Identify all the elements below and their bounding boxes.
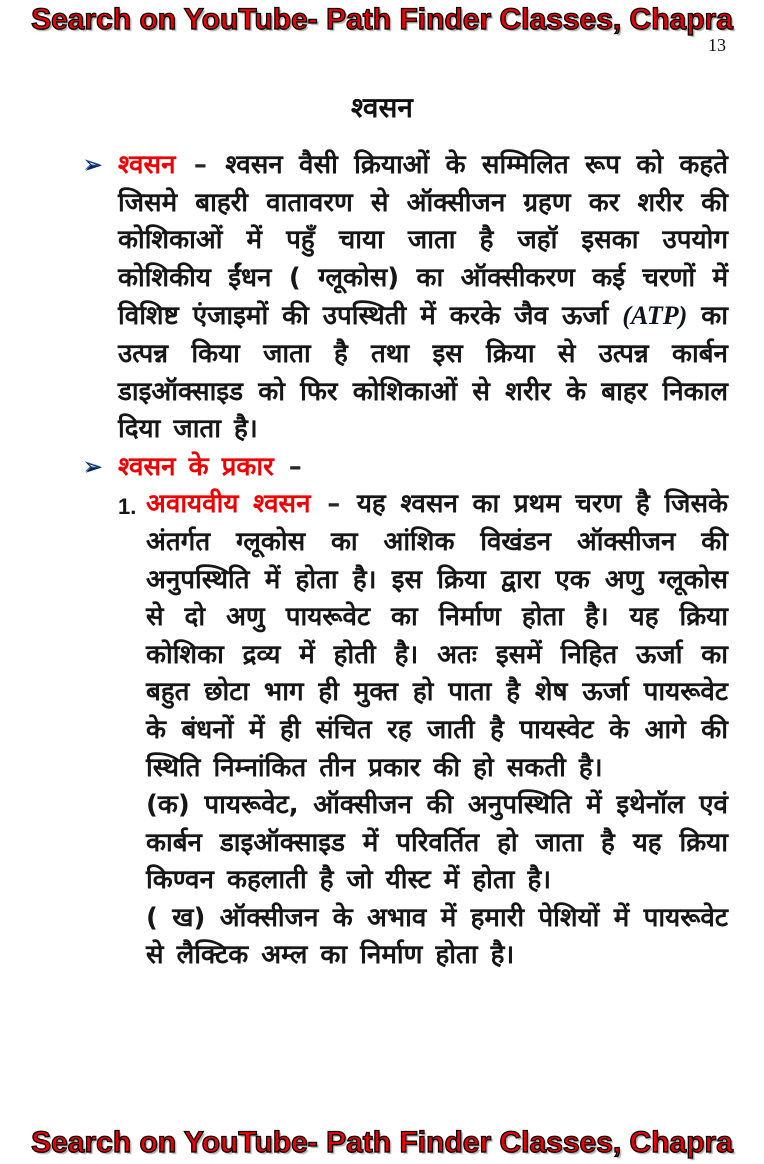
item-number: 1. [118,494,137,520]
respiration-definition-text-continued: का उत्पन्न किया जाता है तथा इस क्रिया से उत्पन्न कार्बन डाइऑक्साइड को फिर कोशिकाओं से शरीर के बाहर निकाल दिया जाता है। [118,301,728,445]
page-number: 13 [708,35,726,55]
dash-separator: – [327,489,341,520]
anaerobic-respiration-term: अवायवीय श्वसन [146,489,311,520]
list-item-anaerobic-respiration [118,486,728,975]
dash-separator: – [193,150,207,180]
arrow-bullet-icon: ➢ [83,151,104,179]
respiration-definition-text: श्वसन वैसी क्रियाओं के सम्मिलित रूप को कहते जिसमे बाहरी वातावरण से ऑक्सीजन ग्रहण कर शरीर की कोशिकाओं में पहुँ चाया जाता है जहॉ इसका उपयोग कोशिकीय ईंधन ( ग्लूकोस) का ऑक्सीकरण कई चरणों में विशिष्ट एंजाइमों की उपस्थिती में करके जैव ऊर्जा [118,150,728,332]
header-banner: Search on YouTube- Path Finder Classes, Chapra [31,3,733,36]
anaerobic-respiration-text: यह श्वसन का प्रथम चरण है जिसके अंतर्गत ग्लूकोस का आंशिक विखंडन ऑक्सीजन की अनुपस्थिति में होता है। इस क्रिया द्वारा एक अणु ग्लूकोस से दो अणु पायरूवेट का निर्माण होता है। यह क्रिया कोशिका द्रव्य में होती है। अतः इसमें निहित ऊर्जा का बहुत छोटा भाग ही मुक्त हो पाता है शेष ऊर्जा पायरूवेट के बंधनों में ही संचित रह जाती है पायस्वेट के आगे की स्थिति निम्नांकित तीन प्रकार की हो सकती है। [146,489,729,783]
respiration-term: श्वसन [118,150,176,180]
arrow-bullet-icon: ➢ [83,452,104,481]
bullet-item-respiration-types [85,449,728,487]
sub-point-kha-lactic-acid: ( ख) ऑक्सीजन के अभाव में हमारी पेशियों में पायरूवेट से लैक्टिक अम्ल का निर्माण होता है। [146,902,728,971]
bullet-item-respiration-definition [85,147,728,449]
sub-point-ka-fermentation: (क) पायरूवेट, ऑक्सीजन की अनुपस्थिति में इथेनॉल एवं कार्बन डाइऑक्साइड में परिवर्तित हो जाता है यह क्रिया किण्वन कहलाती है जो यीस्ट में होता है। [146,790,728,896]
respiration-types-heading: श्वसन के प्रकार [118,451,274,482]
page-title: श्वसन [351,91,413,124]
atp-formula: (ATP) [622,301,688,331]
dash-separator: – [288,451,302,482]
document-body [85,147,728,975]
footer-banner: Search on YouTube- Path Finder Classes, Chapra [31,1126,733,1159]
